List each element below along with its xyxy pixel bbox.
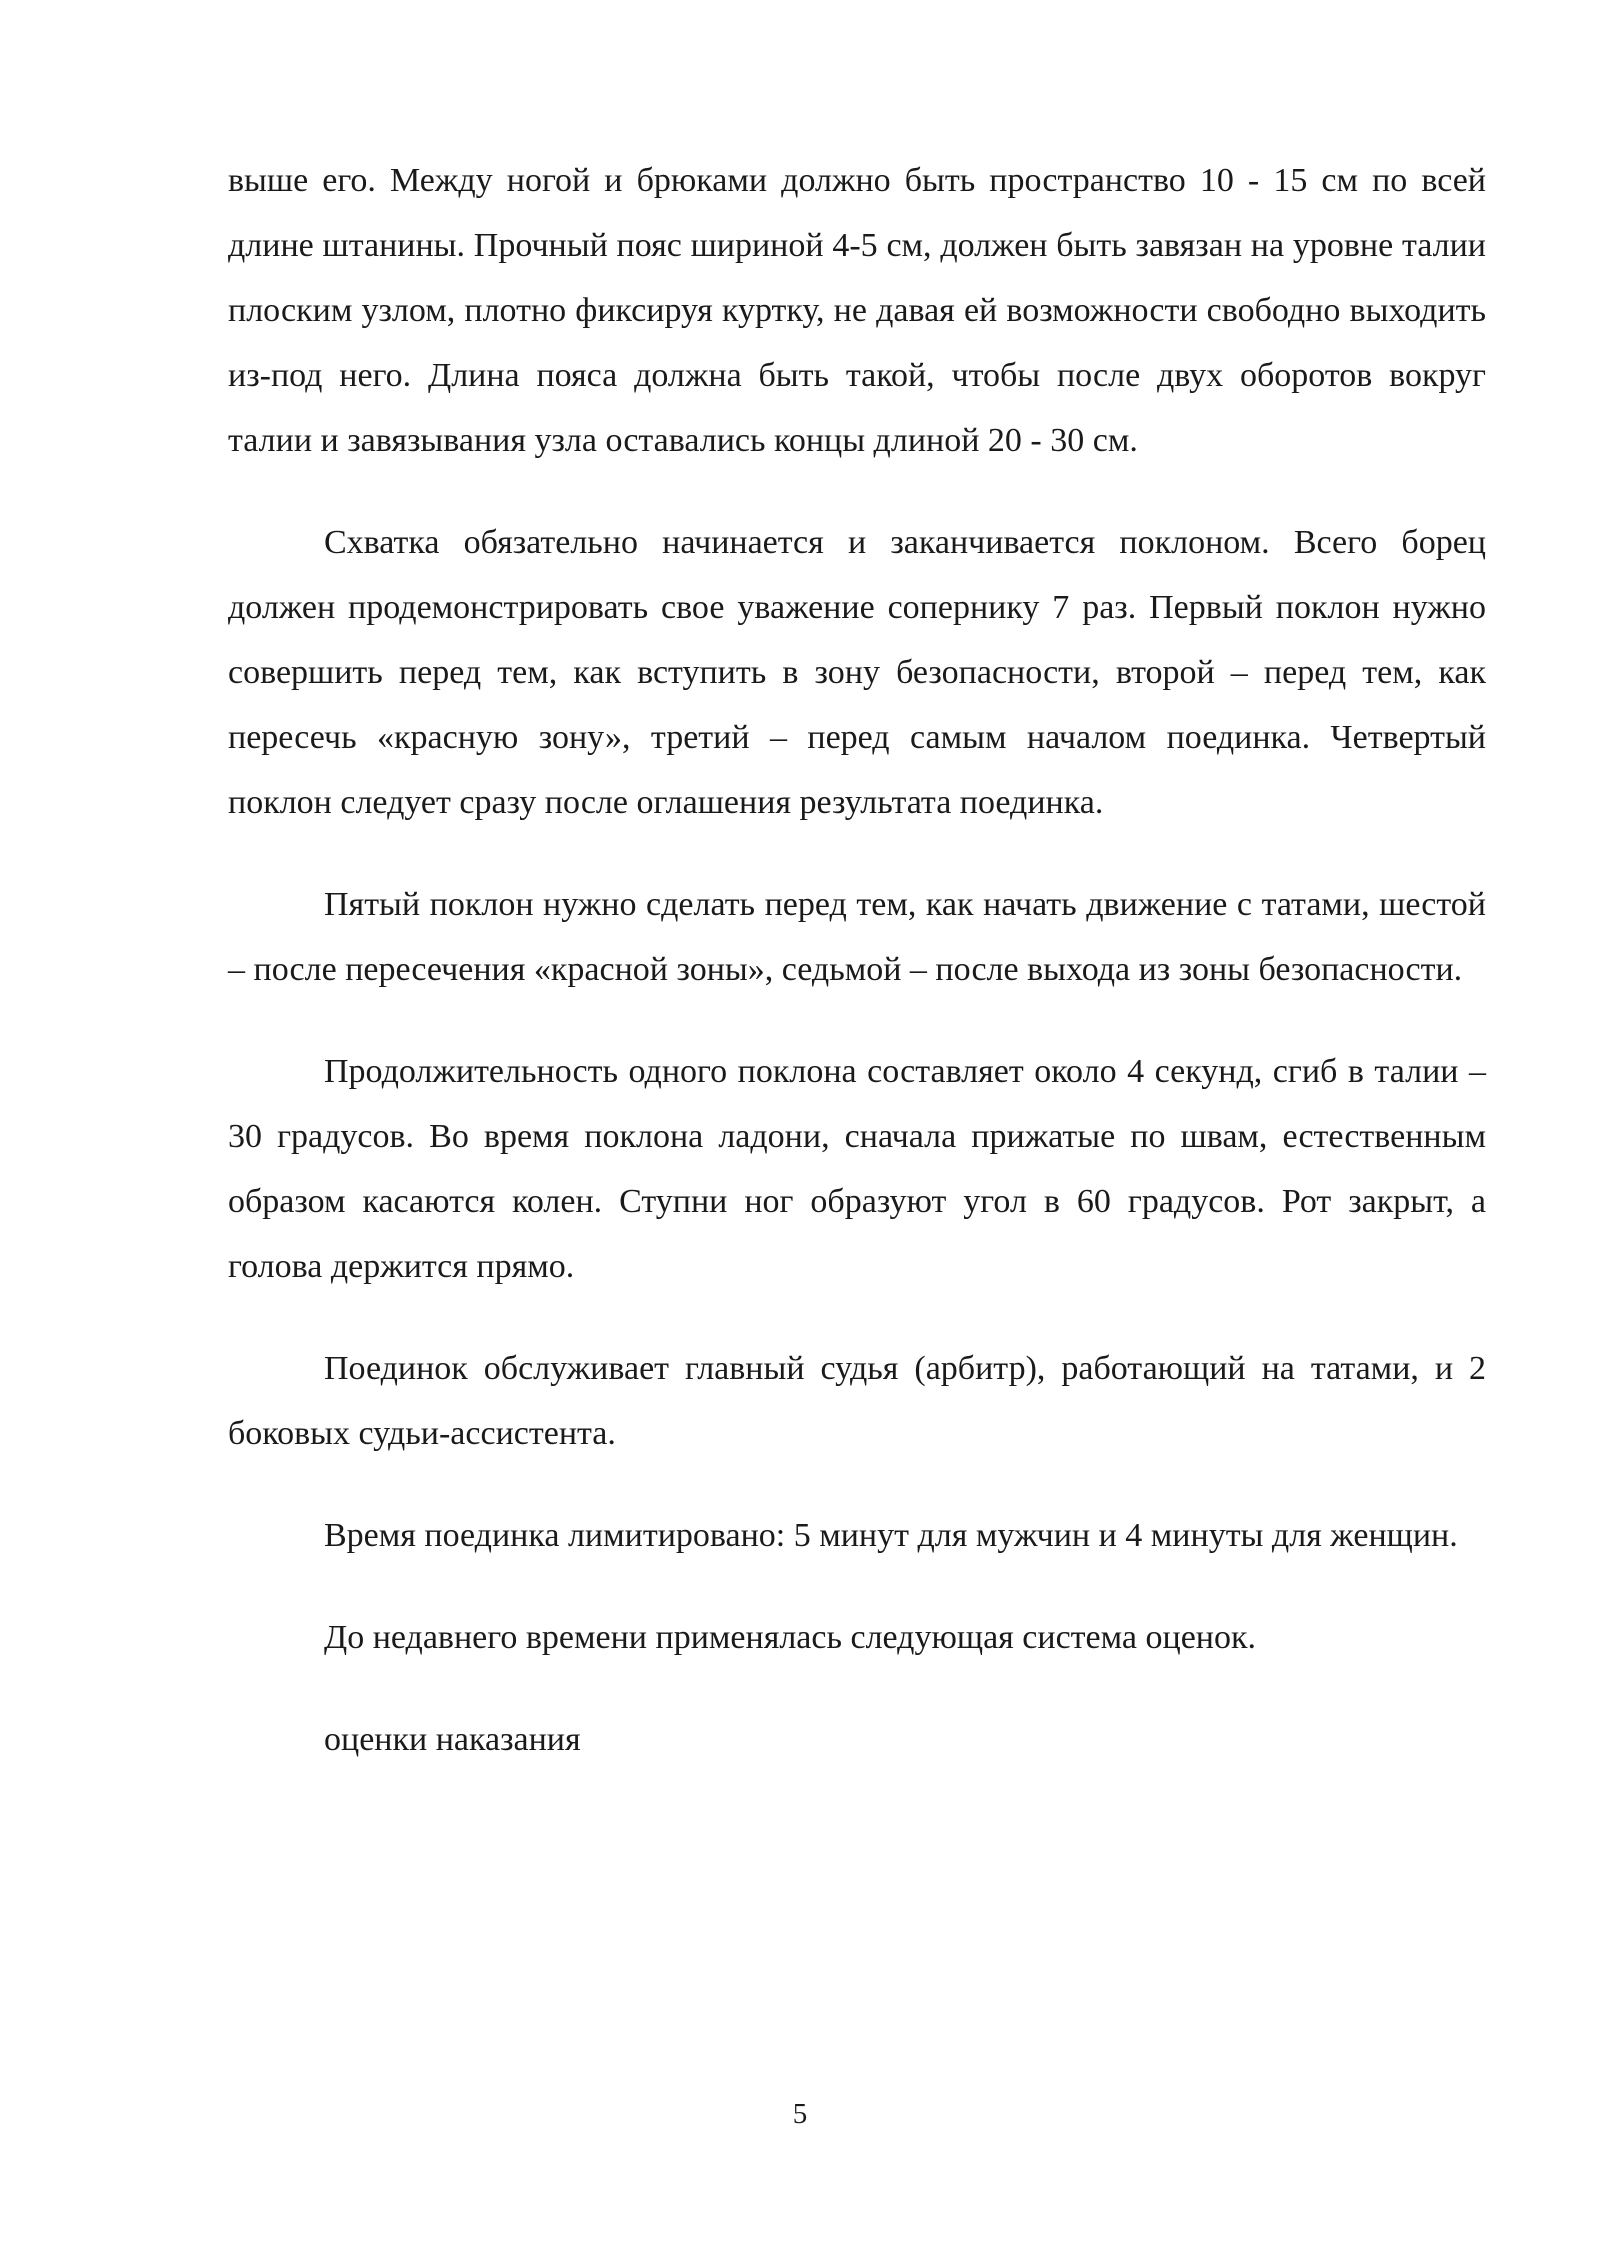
paragraph-scoring-system: До недавнего времени применялась следующая система оценок. (324, 1619, 1256, 1656)
page-number: 5 (792, 2098, 808, 2130)
page-body (228, 148, 1486, 1772)
paragraph-match-time: Время поединка лимитировано: 5 минут для мужчин и 4 минуты для женщин. (324, 1517, 1458, 1554)
paragraph-scores-penalties: оценки наказания (324, 1721, 581, 1758)
paragraph-belt-and-trousers: выше его. Между ногой и брюками должно быть пространство 10 - 15 см по всей длине штанины. Прочный пояс шириной 4-5 см, должен быть завязан на уровне талии плоским узлом, плотно фиксируя куртку, не давая ей возможности свободно выходить из-под него. Длина пояса должна быть такой, чтобы после двух оборотов вокруг талии и завязывания узла оставались концы длиной 20 - 30 см. (228, 162, 1486, 459)
paragraph-referees: Поединок обслуживает главный судья (арбитр), работающий на татами, и 2 боковых судьи-ассистента. (228, 1350, 1486, 1452)
paragraph-bow-duration: Продолжительность одного поклона составляет около 4 секунд, сгиб в талии – 30 градусов. Во время поклона ладони, сначала прижатые по швам, естественным образом касаются колен. Ступни ног образуют угол в 60 градусов. Рот закрыт, а голова держится прямо. (228, 1053, 1486, 1285)
paragraph-bows-start: Схватка обязательно начинается и заканчивается поклоном. Всего борец должен продемонстрировать свое уважение сопернику 7 раз. Первый поклон нужно совершить перед тем, как вступить в зону безопасности, второй – перед тем, как пересечь «красную зону», третий – перед самым началом поединка. Четвертый поклон следует сразу после оглашения результата поединка. (228, 524, 1486, 821)
paragraph-bows-end: Пятый поклон нужно сделать перед тем, как начать движение с татами, шестой – после пересечения «красной зоны», седьмой – после выхода из зоны безопасности. (228, 886, 1486, 988)
